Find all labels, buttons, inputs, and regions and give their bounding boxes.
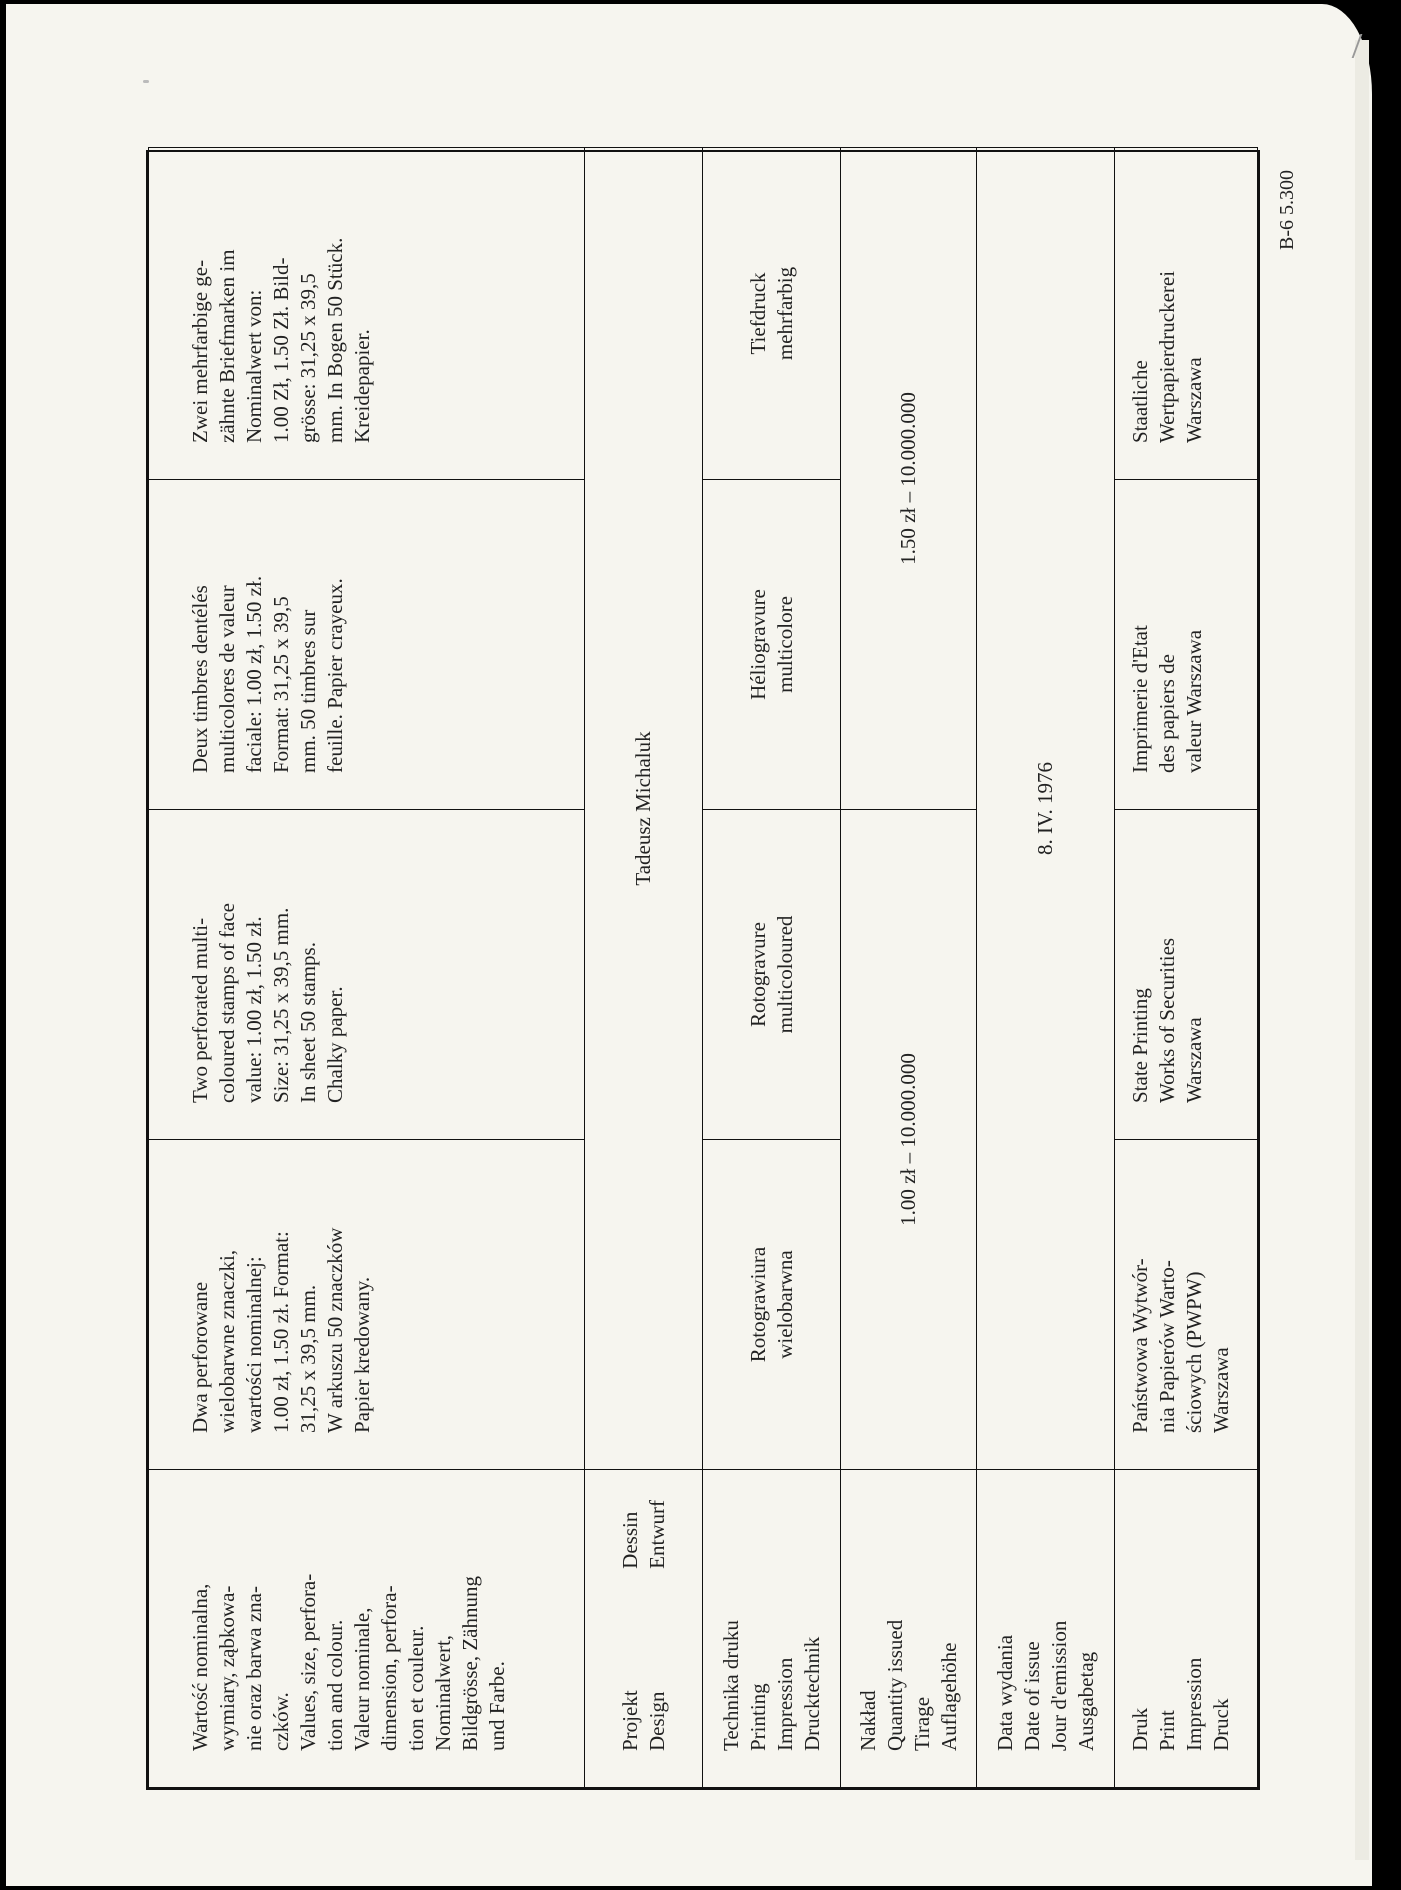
issue-date: 8. IV. 1976 [977, 148, 1115, 1470]
row-quantity [841, 148, 977, 1788]
printer-english: State Printing Works of Securities Warszawa [1115, 810, 1258, 1140]
values-german: Zwei mehrfarbige ge- zähnte Briefmarken im Nominalwert von: 1.00 Zł, 1.50 Zł. Bild- grösse: 31,25 x 39,5 mm. In Bogen 50 Stück. Kreidepapier. [149, 148, 585, 480]
printing-english: Rotogravure multicoloured [703, 810, 841, 1140]
label-printing: Technika druku Printing Impression Drucktechnik [703, 1470, 841, 1788]
row-printer [1115, 148, 1258, 1788]
catalog-code: B-6 5.300 [1276, 170, 1298, 250]
row-design [585, 148, 703, 1788]
spec-table-rotated [146, 150, 1260, 1790]
label-design: Projekt Design Dessin Entwurf [585, 1470, 703, 1788]
row-values [149, 148, 585, 1788]
label-quantity: Nakład Quantity issued Tirage Auflagehöhe [841, 1470, 977, 1788]
label-values: Wartość nominalna, wymiary, ząbkowa- nie oraz barwa zna- czków. Values, size, perfora- tion and colour. Valeur nominale, dimension, perfora- tion et couleur. Nominalwert, Bildgrösse, Zähnung und Farbe. [149, 1470, 585, 1788]
printing-german: Tiefdruck mehrfarbig [703, 148, 841, 480]
printing-polish: Rotograwiura wielobarwna [703, 1140, 841, 1470]
printer-french: Imprimerie d'Etat des papiers de valeur Warszawa [1115, 480, 1258, 810]
printer-polish: Państwowa Wytwór- nia Papierów Warto- ściowych (PWPW) Warszawa [1115, 1140, 1258, 1470]
label-printer: Druk Print Impression Druck [1115, 1470, 1258, 1788]
quantity-1zl: 1.00 zł – 10.000.000 [841, 810, 977, 1470]
values-french: Deux timbres dentélés multicolores de valeur faciale: 1.00 zł, 1.50 zł. Format: 31,25 x 39,5 mm. 50 timbres sur feuille. Papier crayeux. [149, 480, 585, 810]
quantity-150zl: 1.50 zł – 10.000.000 [841, 148, 977, 810]
values-english: Two perforated multi- coloured stamps of face value: 1.00 zł, 1.50 zł. Size: 31,25 x 39,5 mm. In sheet 50 stamps. Chalky paper. [149, 810, 585, 1140]
spec-table [148, 147, 1258, 1788]
printer-german: Staatliche Wertpapierdruckerei Warszawa [1115, 148, 1258, 480]
paper-speck [143, 80, 149, 83]
designer-name: Tadeusz Michaluk [585, 148, 703, 1470]
printing-french: Héliogravure multicolore [703, 480, 841, 810]
sheet-edge [1355, 40, 1369, 1860]
values-polish: Dwa perforowane wielobarwne znaczki, wartości nominalnej: 1.00 zł, 1.50 zł. Format: 31,25 x 39,5 mm. W arkuszu 50 znaczków Papier kredowany. [149, 1140, 585, 1470]
row-date [977, 148, 1115, 1788]
row-printing [703, 148, 841, 1788]
label-date: Data wydania Date of issue Jour d'emission Ausgabetag [977, 1470, 1115, 1788]
